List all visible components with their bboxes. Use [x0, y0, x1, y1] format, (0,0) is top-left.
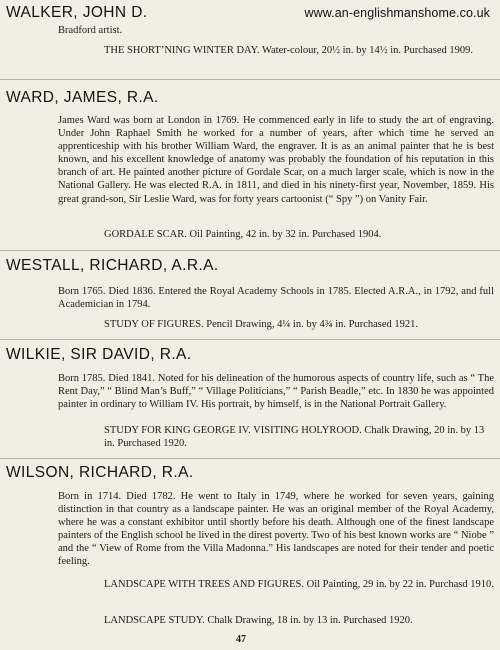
artist-heading-ward: WARD, JAMES, R.A. [6, 89, 159, 106]
watermark: www.an-englishmanshome.co.uk [304, 6, 490, 20]
artist-bio-ward: James Ward was born at London in 1769. He commenced early in life to study the art of engraving. Under John Raphael Smith he worked for a number of years, after which time he served an apprenticeship with his brother William Ward, the engraver. It is as an animal painter that he is best known, and his excellent knowledge of anatomy was probably the foundation of his reputation in this branch of art. He painted another picture of Gordale Scar, on a much larger scale, which is now in the National Gallery. He was elected R.A. in 1811, and died in his ninety-first year, November, 1859. His great grand-son, Sir Leslie Ward, was for forty years cartoonist (“ Spy ”) on Vanity Fair. [58, 115, 494, 205]
artist-heading-westall: WESTALL, RICHARD, A.R.A. [6, 257, 219, 274]
artist-bio-wilkie: Born 1785. Died 1841. Noted for his delineation of the humorous aspects of country life, such as “ The Rent Day,” “ Blind Man’s Buff,” “ Village Politicians,” “ Parish Beadle,” etc. In 1830 he was appointed painter in ordinary to William IV. His portrait, by himself, is in the National Portrait Gallery. [58, 373, 494, 411]
work-entry-walker-1: THE SHORT’NING WINTER DAY. Water-colour, 20½ in. by 14½ in. Purchased 1909. [104, 45, 474, 56]
artist-bio-westall: Born 1765. Died 1836. Entered the Royal Academy Schools in 1785. Elected A.R.A., in 1792, and full Academician in 1794. [58, 286, 494, 311]
work-entry-wilson-2: LANDSCAPE STUDY. Chalk Drawing, 18 in. by 13 in. Purchased 1920. [104, 615, 413, 626]
artist-heading-walker: WALKER, JOHN D. [6, 4, 148, 21]
work-entry-wilson-1: LANDSCAPE WITH TREES AND FIGURES. Oil Painting, 29 in. by 22 in. Purchasd 1910. [104, 579, 494, 590]
artist-heading-wilkie: WILKIE, SIR DAVID, R.A. [6, 346, 192, 363]
artist-bio-wilson: Born in 1714. Died 1782. He went to Italy in 1749, where he worked for seven years, gaining distinction in that country as a landscape painter. He was an original member of the Royal Academy, where he was a constant exhibitor until shortly before his death. Although one of the finest landscape painters of the English school he lived in the direst poverty. Two of his best known works are “ Niobe ” and the “ View of Rome from the Villa Madonna.” His landscapes are noted for their tender and poetic feeling. [58, 491, 494, 568]
section-divider [0, 458, 500, 459]
section-divider [0, 250, 500, 251]
work-entry-wilkie-1: STUDY FOR KING GEORGE IV. VISITING HOLYROOD. Chalk Drawing, 20 in. by 13 in. Purchased 1920. [104, 425, 485, 450]
page-number: 47 [236, 634, 246, 645]
artist-bio-walker: Bradford artist. [58, 25, 123, 36]
section-divider [0, 339, 500, 340]
work-entry-ward-1: GORDALE SCAR. Oil Painting, 42 in. by 32 in. Purchased 1904. [104, 229, 382, 240]
work-entry-westall-1: STUDY OF FIGURES. Pencil Drawing, 4¼ in. by 4¾ in. Purchased 1921. [104, 319, 419, 330]
section-divider [0, 79, 500, 80]
artist-heading-wilson: WILSON, RICHARD, R.A. [6, 464, 194, 481]
